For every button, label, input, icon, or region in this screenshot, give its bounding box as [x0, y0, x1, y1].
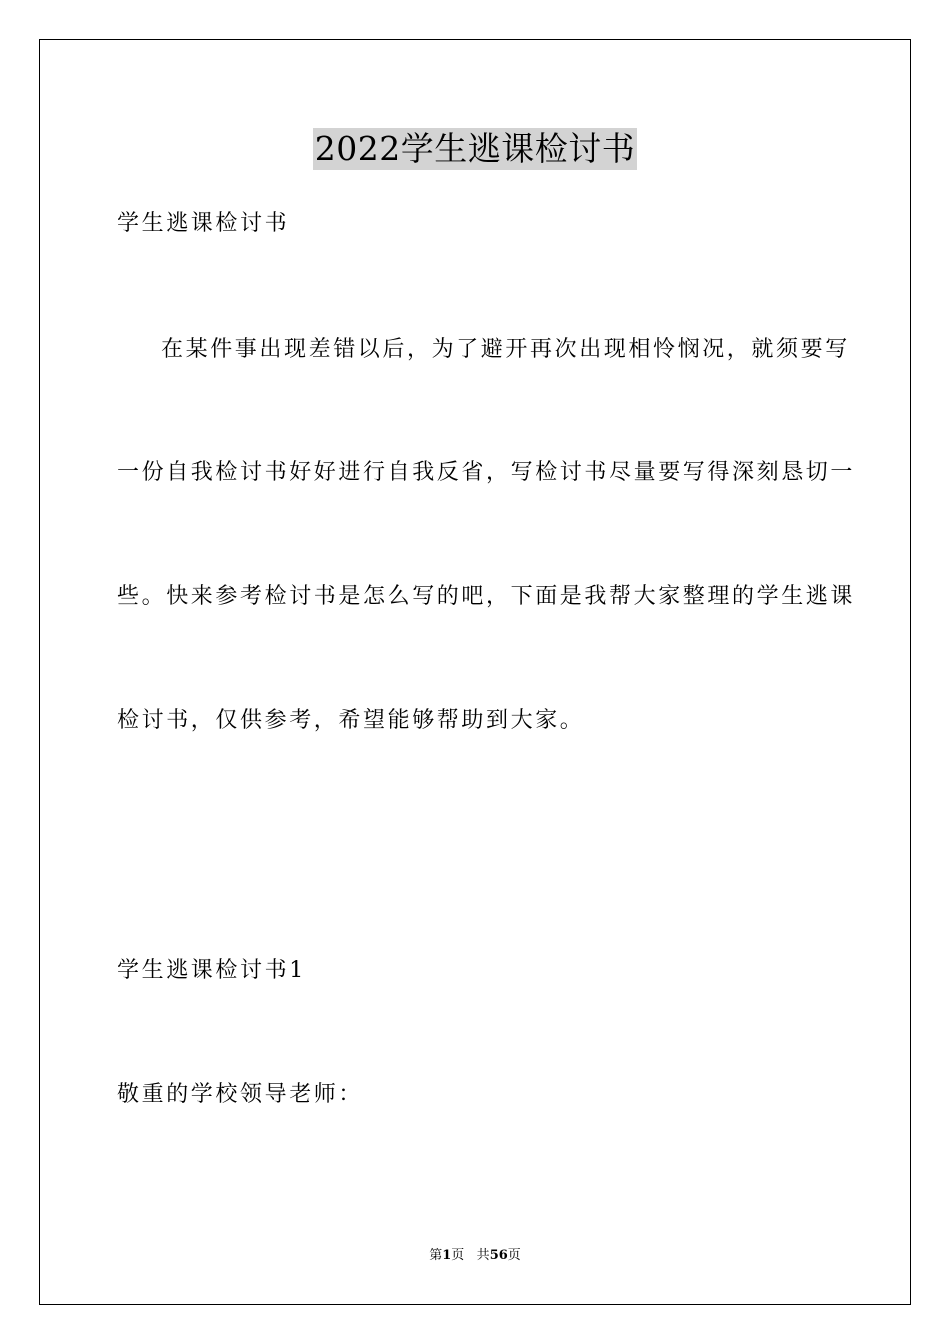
page-prefix: 第	[429, 1248, 443, 1263]
total-suffix: 页	[507, 1248, 521, 1263]
intro-line-1: 在某件事出现差错以后，为了避开再次出现相怜悯况，就须要写	[161, 337, 850, 362]
document-title: 2022学生逃课检讨书	[314, 129, 636, 168]
page-number: 1	[442, 1248, 452, 1263]
total-pages: 56	[489, 1248, 508, 1263]
document-subtitle: 学生逃课检讨书	[117, 211, 290, 236]
page-suffix: 页	[451, 1248, 465, 1263]
intro-line-4: 检讨书，仅供参考，希望能够帮助到大家。	[117, 708, 585, 733]
total-prefix: 共	[476, 1248, 490, 1263]
title-container	[0, 128, 950, 170]
salutation: 敬重的学校领导老师：	[117, 1082, 364, 1107]
page-footer	[0, 1248, 950, 1264]
intro-line-3: 些。快来参考检讨书是怎么写的吧，下面是我帮大家整理的学生逃课	[117, 584, 856, 609]
intro-line-2: 一份自我检讨书好好进行自我反省，写检讨书尽量要写得深刻恳切一	[117, 460, 856, 485]
section-heading: 学生逃课检讨书1	[117, 958, 306, 983]
